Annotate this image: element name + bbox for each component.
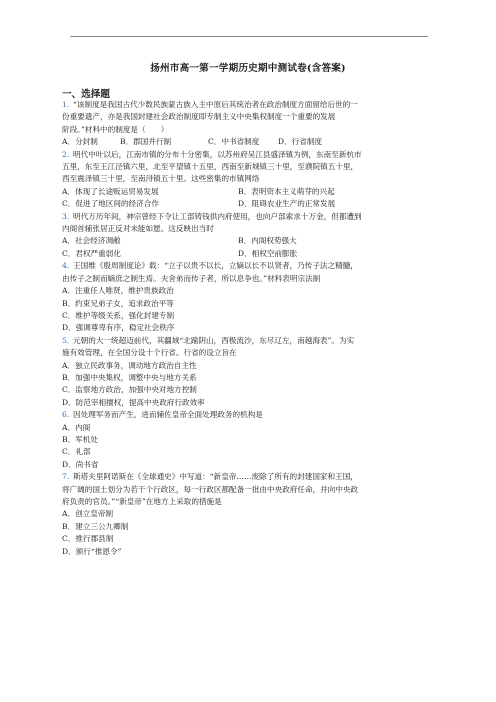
question-stem-line [62,124,430,136]
question-text: 份重要遗产，亦是我国封建社会政治制度即专制主义中央集权制度一个重要的发展 [62,112,336,122]
question-text: 内阁首辅张居正反对未能如愿。这反映出当时 [62,224,214,234]
option-row [62,397,430,409]
question-text: 府负责的官员。”“新皇帝”在地方上采取的措施是 [62,497,222,506]
answer-option[interactable]: D．防范宰相擅权，提高中央政府行政效率 [62,397,205,407]
question-number: 2. [62,149,70,159]
answer-option[interactable]: C．君权严重弱化 [62,248,121,258]
question-number: 7. [62,472,70,482]
answer-option[interactable]: B．加强中央集权，调整中央与地方关系 [62,372,197,382]
answer-option[interactable]: C．维护等级关系，强化封建专制 [62,310,175,320]
question-item [62,211,430,261]
option-row [62,546,430,558]
question-text: 阶段。”材料中的制度是（ ） [62,124,169,134]
question-stem-line [62,335,430,347]
option-row [62,372,430,384]
question-number: 1. [62,100,70,109]
question-stem-line [62,211,430,223]
option-row [62,198,430,210]
question-text: 王国维《殷周制度论》载：“立子以贵不以长，立嫡以长不以贤者，乃传子法之精髓， [73,261,358,271]
answer-option[interactable]: A．注重任人唯贤，维护贵族政治 [62,286,174,296]
option-row [62,235,430,247]
option-row [62,422,430,434]
question-item [62,260,430,334]
question-number: 3. [62,211,70,221]
option-row [62,186,430,198]
answer-option[interactable]: C．中书省制度 [208,137,260,147]
answer-option[interactable]: C．礼部 [62,447,91,457]
question-text: 因处理军务而产生，进而辅佐皇帝全面处理政务的机构是 [73,410,263,420]
option-row [62,298,430,310]
page-title: 扬州市高一第一学期历史期中测试卷(含答案) [150,63,346,74]
question-item [62,335,430,409]
header-rule [70,36,428,37]
answer-option[interactable]: B．内阁权势强大 [238,236,297,246]
question-text: “该制度是我国古代少数民族蒙古族入主中原后其统治者在政治制度方面留给后世的一 [73,100,358,109]
question-item [62,471,430,558]
answer-option[interactable]: A．创立皇帝制 [62,509,114,519]
answer-option[interactable]: D．尚书省 [62,459,99,469]
question-stem-line [62,496,430,508]
answer-option[interactable]: C．推行郡县制 [62,534,114,544]
section-heading: 一、选择题 [62,89,110,100]
question-text: 五里，东至王江泾镇六里，北至平望镇十五里，西南至新城镇三十里，至濮院镇五十里， [62,162,359,172]
answer-option[interactable]: C．监察地方政治，加强中央对地方控制 [62,385,197,395]
option-row [62,322,430,334]
option-row [62,521,430,533]
option-row [62,136,430,148]
option-row [62,384,430,396]
question-text: 元朝的大一统超迈前代，其疆域“北踰阴山，西极流沙，东尽辽左，南越海表”。为实 [73,335,355,345]
question-stem-line [62,149,430,161]
answer-option[interactable]: D．强调尊卑有序，稳定社会秩序 [62,323,175,333]
answer-option[interactable]: D．阻碍农业生产的正常发展 [238,199,336,209]
answer-option[interactable]: D．行省制度 [278,137,323,147]
question-stem-line [62,273,430,285]
question-text: 由传子之制而嫡庶之制生焉。夫舍弟而传子者，所以息争也。”材料表明宗法制 [62,273,321,283]
question-item [62,149,430,211]
question-number: 4. [62,261,70,271]
answer-option[interactable]: D．相权空前膨胀 [238,248,298,258]
option-row [62,533,430,545]
question-text: 施有效管理，在全国分设十个行省。行省的设立旨在 [62,348,237,358]
question-stem-line [62,173,430,185]
answer-option[interactable]: B．郡国并行制 [120,137,172,147]
answer-option[interactable]: A．分封制 [62,137,98,147]
question-stem-line [62,111,430,123]
question-text: 斯塔夫里阿诺斯在《全球通史》中写道：“新皇帝……废除了所有的封建国家和王国， [73,472,358,482]
answer-option[interactable]: B．表明资本主义萌芽的兴起 [238,186,335,196]
question-text: 明代万历年间，神宗曾经下令让工部铸钱供内府使用，也向户部索求十万金，但都遭到 [73,211,362,221]
answer-option[interactable]: A．内阁 [62,422,91,432]
question-stem-line [62,484,430,496]
question-stem-line [62,347,430,359]
question-list [62,99,430,558]
answer-option[interactable]: B．约束兄弟子女，追求政治平等 [62,298,174,308]
question-text: 西至震泽镇三十里，至南浔镇五十里。这些密集的市镇网络 [62,174,260,184]
answer-option[interactable]: A．独立民政事务，调动地方政治自主性 [62,360,197,370]
answer-option[interactable]: C．促进了地区间的经济合作 [62,199,159,209]
answer-option[interactable]: B．建立三公九卿制 [62,521,129,531]
option-row [62,434,430,446]
question-number: 5. [62,335,70,345]
question-number: 6. [62,410,70,420]
answer-option[interactable]: B．军机处 [62,434,98,444]
question-stem-line [62,161,430,173]
question-item [62,99,430,149]
option-row [62,285,430,297]
question-item [62,409,430,471]
question-stem-line [62,409,430,421]
option-row [62,310,430,322]
option-row [62,459,430,471]
option-row [62,446,430,458]
option-row [62,248,430,260]
question-stem-line [62,99,430,111]
option-row [62,360,430,372]
answer-option[interactable]: A．社会经济凋敝 [62,236,121,246]
option-row [62,508,430,520]
answer-option[interactable]: A．体现了长途贩运贸易发展 [62,186,159,196]
answer-option[interactable]: D．颁行“推恩令” [62,546,122,556]
question-text: 明代中叶以后，江南市镇的分布十分密集，以苏州府吴江县盛泽镇为例，东南至新杭市 [73,149,362,159]
question-text: 将广阔的国土划分为若干个行政区，每一行政区都配备一批由中央政府任命，并向中央政 [62,484,359,494]
question-stem-line [62,223,430,235]
question-stem-line [62,260,430,272]
question-stem-line [62,471,430,483]
